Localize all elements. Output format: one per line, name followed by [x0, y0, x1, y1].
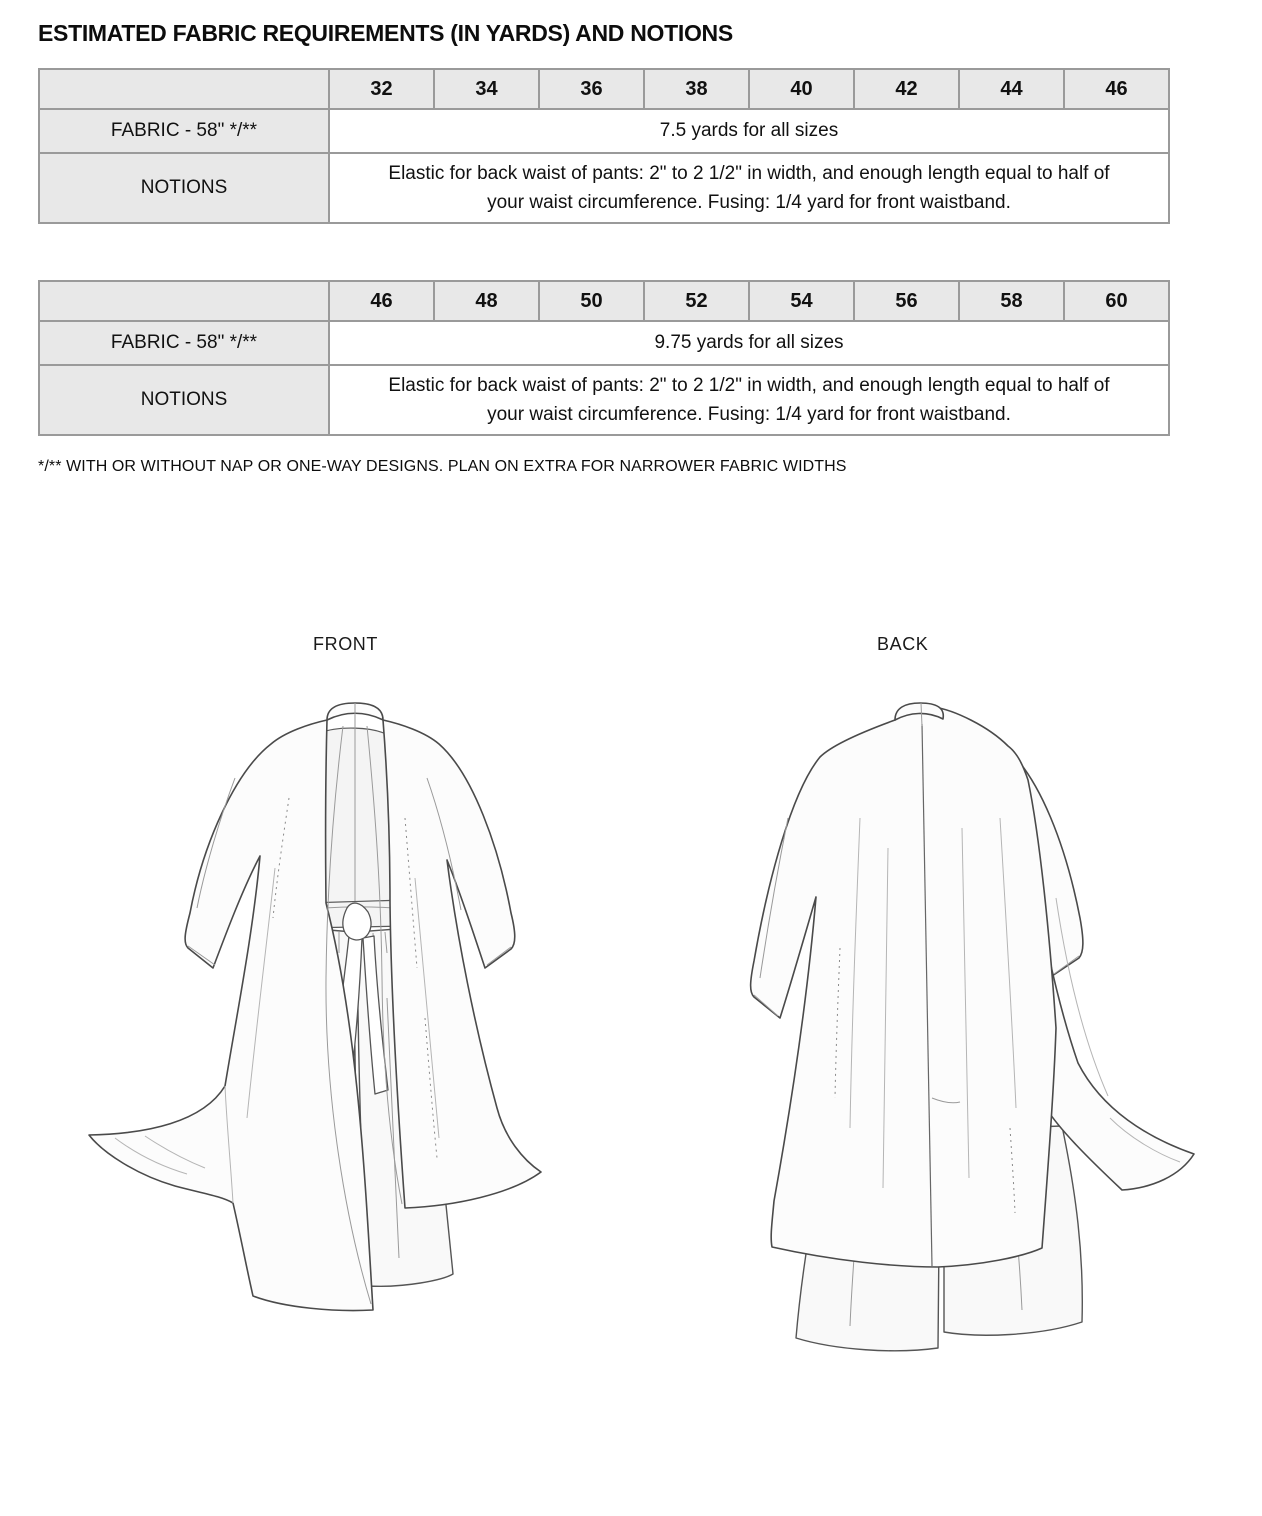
fabric-row-label: FABRIC - 58" */** — [39, 321, 329, 365]
size-col-header: 36 — [539, 69, 644, 109]
size-col-header: 40 — [749, 69, 854, 109]
corner-cell — [39, 281, 329, 321]
size-col-header: 34 — [434, 69, 539, 109]
notions-row-value: Elastic for back waist of pants: 2" to 2 1/2" in width, and enough length equal to half of your waist circumference. Fusing: 1/4 yard for front waistband. — [329, 153, 1169, 223]
size-col-header: 46 — [329, 281, 434, 321]
size-col-header: 58 — [959, 281, 1064, 321]
size-col-header: 60 — [1064, 281, 1169, 321]
size-col-header: 42 — [854, 69, 959, 109]
size-col-header: 50 — [539, 281, 644, 321]
size-col-header: 38 — [644, 69, 749, 109]
back-garment-illustration — [710, 698, 1210, 1353]
size-col-header: 32 — [329, 69, 434, 109]
front-view-label: FRONT — [313, 634, 378, 654]
size-col-header: 44 — [959, 69, 1064, 109]
fabric-row-value: 7.5 yards for all sizes — [329, 109, 1169, 153]
notions-row-value: Elastic for back waist of pants: 2" to 2 1/2" in width, and enough length equal to half of your waist circumference. Fusing: 1/4 yard for front waistband. — [329, 365, 1169, 435]
size-col-header: 54 — [749, 281, 854, 321]
fabric-row-value: 9.75 yards for all sizes — [329, 321, 1169, 365]
size-col-header: 48 — [434, 281, 539, 321]
size-col-header: 46 — [1064, 69, 1169, 109]
front-garment-illustration — [75, 698, 575, 1348]
page-title: ESTIMATED FABRIC REQUIREMENTS (IN YARDS) AND NOTIONS — [38, 20, 733, 46]
back-view-label: BACK — [877, 634, 929, 654]
corner-cell — [39, 69, 329, 109]
notions-row-label: NOTIONS — [39, 365, 329, 435]
nap-footnote: */** WITH OR WITHOUT NAP OR ONE-WAY DESIGNS. PLAN ON EXTRA FOR NARROWER FABRIC WIDTHS — [38, 458, 847, 475]
fabric-row-label: FABRIC - 58" */** — [39, 109, 329, 153]
size-col-header: 52 — [644, 281, 749, 321]
fabric-table-sizes-32-46 — [38, 68, 1170, 224]
notions-row-label: NOTIONS — [39, 153, 329, 223]
fabric-table-sizes-46-60 — [38, 280, 1170, 436]
size-col-header: 56 — [854, 281, 959, 321]
